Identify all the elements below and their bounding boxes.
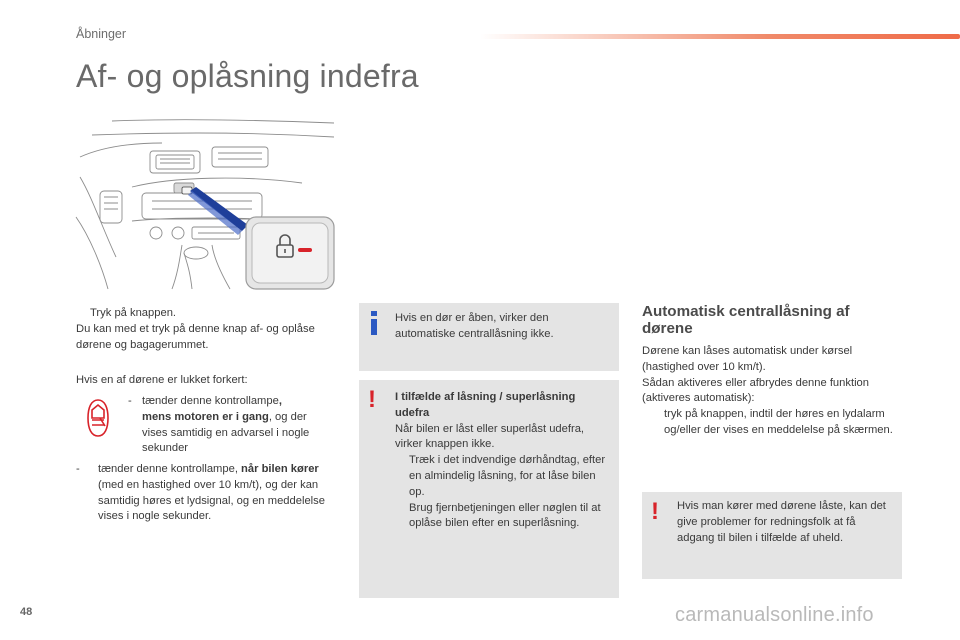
dashboard-illustration: [72, 117, 338, 291]
page-title: Af- og oplåsning indefra: [76, 58, 419, 94]
bullet-icon: [642, 407, 664, 439]
list-item: tryk på knappen, indtil der høres en lydalarm og/eller der vises en meddelelse på skærmen.: [642, 407, 904, 439]
section-label: Åbninger: [76, 27, 127, 41]
info-icon: [370, 311, 378, 335]
watermark: carmanualsonline.info: [675, 604, 874, 626]
red-indicator-lamp: [298, 248, 312, 252]
warning-box-text: Når bilen er låst eller superlåst udefra, virker knappen ikke.: [395, 422, 585, 451]
warning-box-title: I tilfælde af låsning / superlåsning udefra: [395, 391, 576, 419]
bullet-icon: [395, 501, 409, 533]
info-box-text: Hvis en dør er åben, virker den automatiske centrallåsning ikke.: [395, 312, 554, 340]
warning-icon: !: [368, 386, 376, 413]
list-item-driving: - tænder denne kontrollampe, når bilen kører (med en hastighed over 10 km/t), og der kan samtidig høres et lydsignal, og en meddelelse vises i nogle sekunder.: [76, 463, 325, 523]
right-column-text: Dørene kan låses automatisk under kørsel (hastighed over 10 km/t). Sådan aktiveres eller afbrydes denne funktion (aktiveres automatisk): tryk på knappen, indtil der høres en lydalarm og/eller der vises en meddelelse på skærmen.: [642, 344, 904, 439]
warning-box-locking-content: [395, 390, 609, 532]
step-instruction: Tryk på knappen.: [90, 307, 177, 319]
step-description: Du kan med et tryk på denne knap af- og oplåse dørene og bagagerummet.: [76, 322, 315, 351]
bullet-icon: [395, 453, 409, 500]
list-item: Brug fjernbetjeningen eller nøglen til at oplåse bilen efter en superlåsning.: [395, 501, 609, 533]
left-column: [76, 306, 316, 353]
warning-box-driving-locked-text: Hvis man kører med dørene låste, kan det give problemer for redningsfolk at få adgang til bilen i tilfælde af uheld.: [677, 500, 886, 544]
door-open-warning-icon: [86, 398, 110, 438]
warning-icon: !: [651, 498, 659, 525]
button-closeup: [246, 217, 334, 289]
list-item-engine-running: - tænder denne kontrollampe, mens motoren er i gang, og der vises samtidig en advarsel i nogle sekunder: [128, 395, 310, 455]
page-number: 48: [20, 606, 33, 618]
section-heading: Automatisk centrallåsning af dørene: [642, 303, 850, 337]
wrong-closed-label: Hvis en af dørene er lukket forkert:: [76, 374, 248, 386]
list-item: Træk i det indvendige dørhåndtag, efter en almindelig låsning, for at låse bilen op.: [395, 453, 609, 500]
header-accent-bar: [480, 34, 960, 39]
